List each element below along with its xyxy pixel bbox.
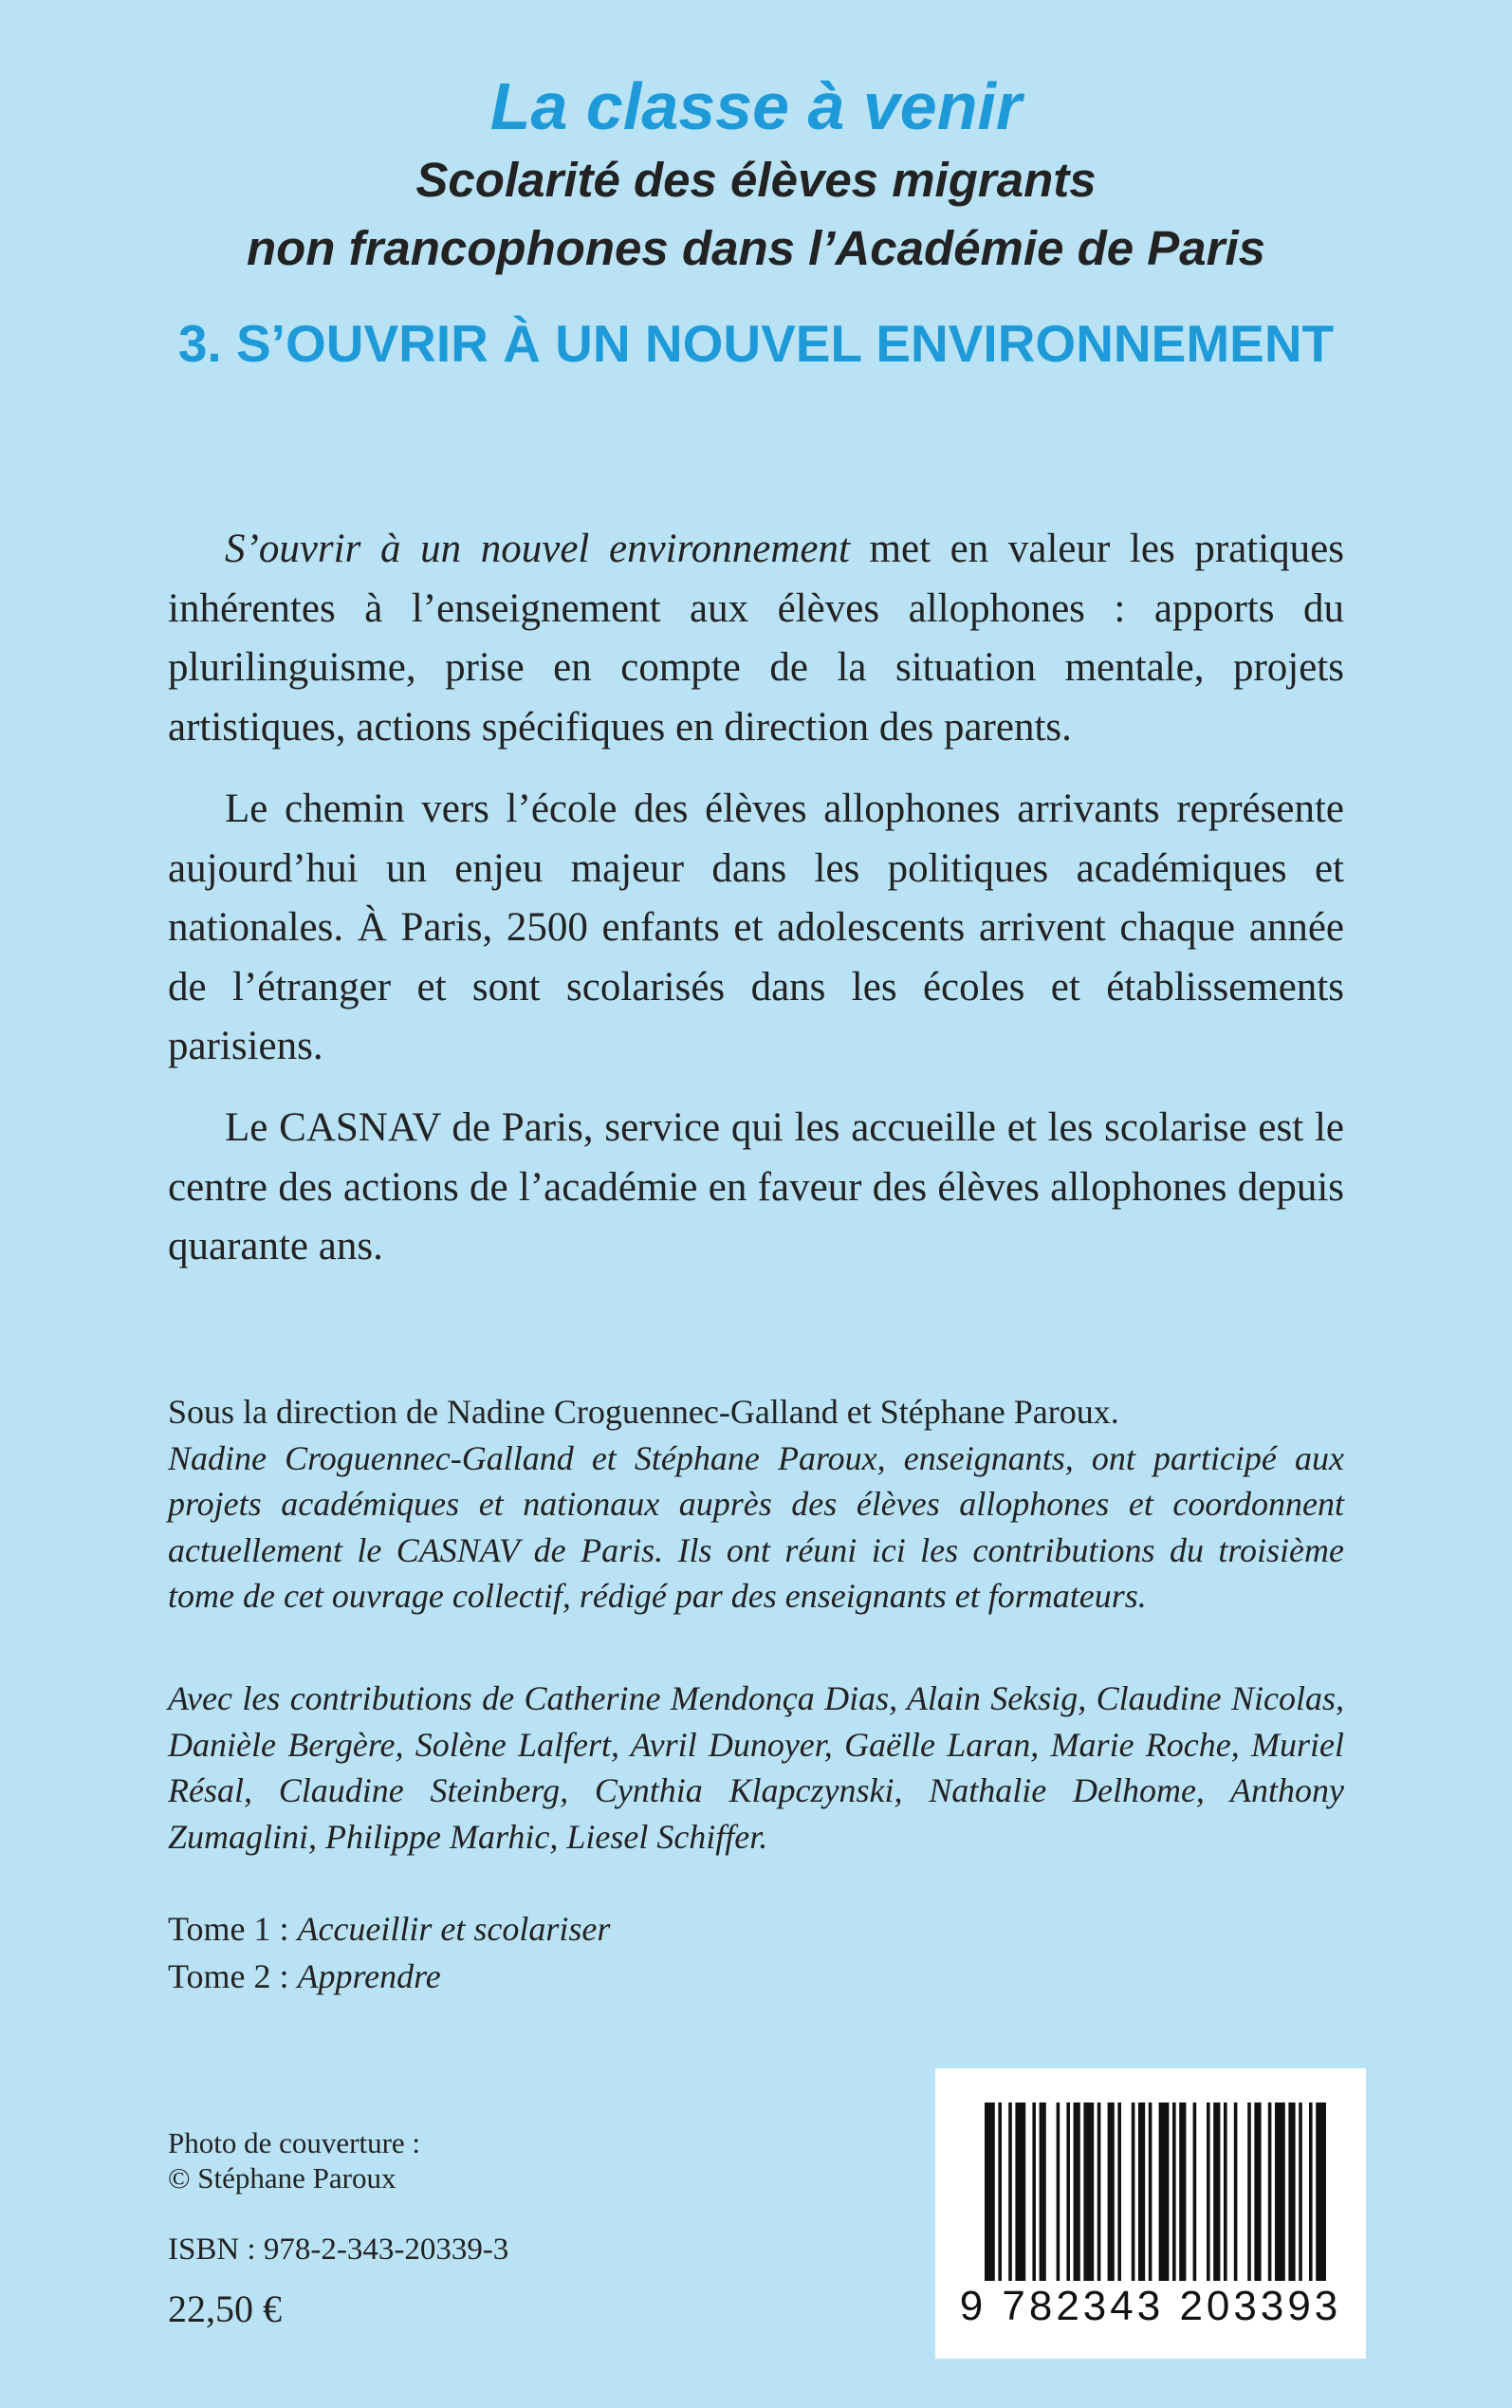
barcode-bar xyxy=(998,2102,1002,2281)
barcode-bar xyxy=(1032,2102,1036,2281)
isbn: ISBN : 978-2-343-20339-3 xyxy=(168,2232,509,2267)
barcode-bar xyxy=(1117,2102,1121,2281)
barcode-bar xyxy=(1299,2102,1302,2281)
editors-block xyxy=(168,1389,1344,1620)
series-item xyxy=(168,1954,1344,2001)
summary-paragraph-3 xyxy=(168,1099,1344,1277)
photo-credit xyxy=(168,2125,420,2195)
barcode-bar xyxy=(1213,2102,1220,2281)
barcode-bar xyxy=(1275,2102,1285,2281)
volume-title: 3. S’OUVRIR À UN NOUVEL ENVIRONNEMENT xyxy=(177,314,1335,373)
contributors-text: Avec les contributions de Catherine Mendonça Dias, Alain Seksig, Claudine Nicolas, Danièle Bergère, Solène Lalfert, Avril Dunoyer, Gaëlle Laran, Marie Roche, Muriel Résal, Claudine Steinberg, Cynthia Klapczynski, Nathalie Delhome, Anthony Zumaglini, Philippe Marhic, Liesel Schiffer. xyxy=(168,1679,1344,1856)
barcode-bar xyxy=(1108,2102,1115,2281)
subtitle-line-2: non francophones dans l’Académie de Paris xyxy=(246,221,1266,275)
barcode-number: 9 782343 203393 xyxy=(959,2283,1342,2329)
summary-paragraph-2-text: Le chemin vers l’école des élèves allophones arrivants représente aujourd’hui un enjeu majeur dans les politiques académiques et nationales. À Paris, 2500 enfants et adolescents arrivent chaque année de l’étranger et sont scolarisés dans les écoles et établissements parisiens. xyxy=(168,787,1344,1068)
series-item xyxy=(168,1906,1344,1954)
price: 22,50 € xyxy=(168,2288,282,2330)
barcode-bar xyxy=(1309,2102,1313,2281)
summary-paragraph-1 xyxy=(168,520,1344,757)
barcode-bar xyxy=(1132,2102,1135,2281)
contributors-block xyxy=(168,1676,1344,1860)
editors-line: Sous la direction de Nadine Croguennec-Galland et Stéphane Paroux. xyxy=(168,1393,1119,1431)
summary-paragraph-3-text: Le CASNAV de Paris, service qui les accueille et les scolarise est le centre des actions de l’académie en faveur des élèves allophones depuis quarante ans. xyxy=(168,1105,1344,1269)
series-item-label: Tome 2 : xyxy=(168,1957,298,1995)
photo-credit-label: Photo de couverture : xyxy=(168,2126,421,2159)
barcode-bar xyxy=(1138,2102,1145,2281)
series-item-title: Apprendre xyxy=(297,1957,441,1995)
barcode-bar xyxy=(1057,2102,1060,2281)
barcode-bar xyxy=(1254,2102,1261,2281)
summary-paragraph-2 xyxy=(168,780,1344,1077)
barcode-bar xyxy=(1159,2102,1170,2281)
barcode-bar xyxy=(1193,2102,1197,2281)
barcode-bar xyxy=(1207,2102,1210,2281)
barcode-bar xyxy=(1149,2102,1152,2281)
barcode-bar xyxy=(1008,2102,1012,2281)
barcode-bar xyxy=(1066,2102,1070,2281)
barcode-bar xyxy=(1083,2102,1094,2281)
barcode-bar xyxy=(1179,2102,1186,2281)
barcode-bar xyxy=(1247,2102,1251,2281)
photo-credit-name: © Stéphane Paroux xyxy=(168,2161,396,2195)
barcode-bar xyxy=(1172,2102,1176,2281)
summary-book-title: S’ouvrir à un nouvel environnement xyxy=(225,527,850,571)
barcode-bar xyxy=(1234,2102,1238,2281)
barcode-bar xyxy=(1097,2102,1101,2281)
barcode-bar xyxy=(1224,2102,1227,2281)
barcode-bar xyxy=(1316,2102,1326,2281)
series-item-label: Tome 1 : xyxy=(168,1910,298,1948)
barcode-bar xyxy=(1288,2102,1295,2281)
summary-paragraph-1-text: met en valeur les pratiques inhérentes à l’enseignement aux élèves allophones : apports du plurilinguisme, prise en compte de la situation mentale, projets artistiques, actions spécifiques en direction des parents. xyxy=(168,527,1344,750)
barcode xyxy=(935,2068,1366,2359)
barcode-bar xyxy=(1268,2102,1272,2281)
series-list xyxy=(168,1906,1344,2001)
book-title: La classe à venir xyxy=(489,69,1023,143)
subtitle-line-1: Scolarité des élèves migrants xyxy=(415,153,1097,207)
barcode-bar xyxy=(1040,2102,1046,2281)
barcode-bar xyxy=(1074,2102,1080,2281)
barcode-bar xyxy=(985,2102,995,2281)
series-item-title: Accueillir et scolariser xyxy=(297,1910,611,1948)
editors-bio: Nadine Croguennec-Galland et Stéphane Paroux, enseignants, ont participé aux projets académiques et nationaux auprès des élèves allophones et coordonnent actuellement le CASNAV de Paris. Ils ont réuni ici les contributions du troisième tome de cet ouvrage collectif, rédigé par des enseignants et formateurs. xyxy=(168,1438,1344,1615)
barcode-bar xyxy=(1015,2102,1025,2281)
